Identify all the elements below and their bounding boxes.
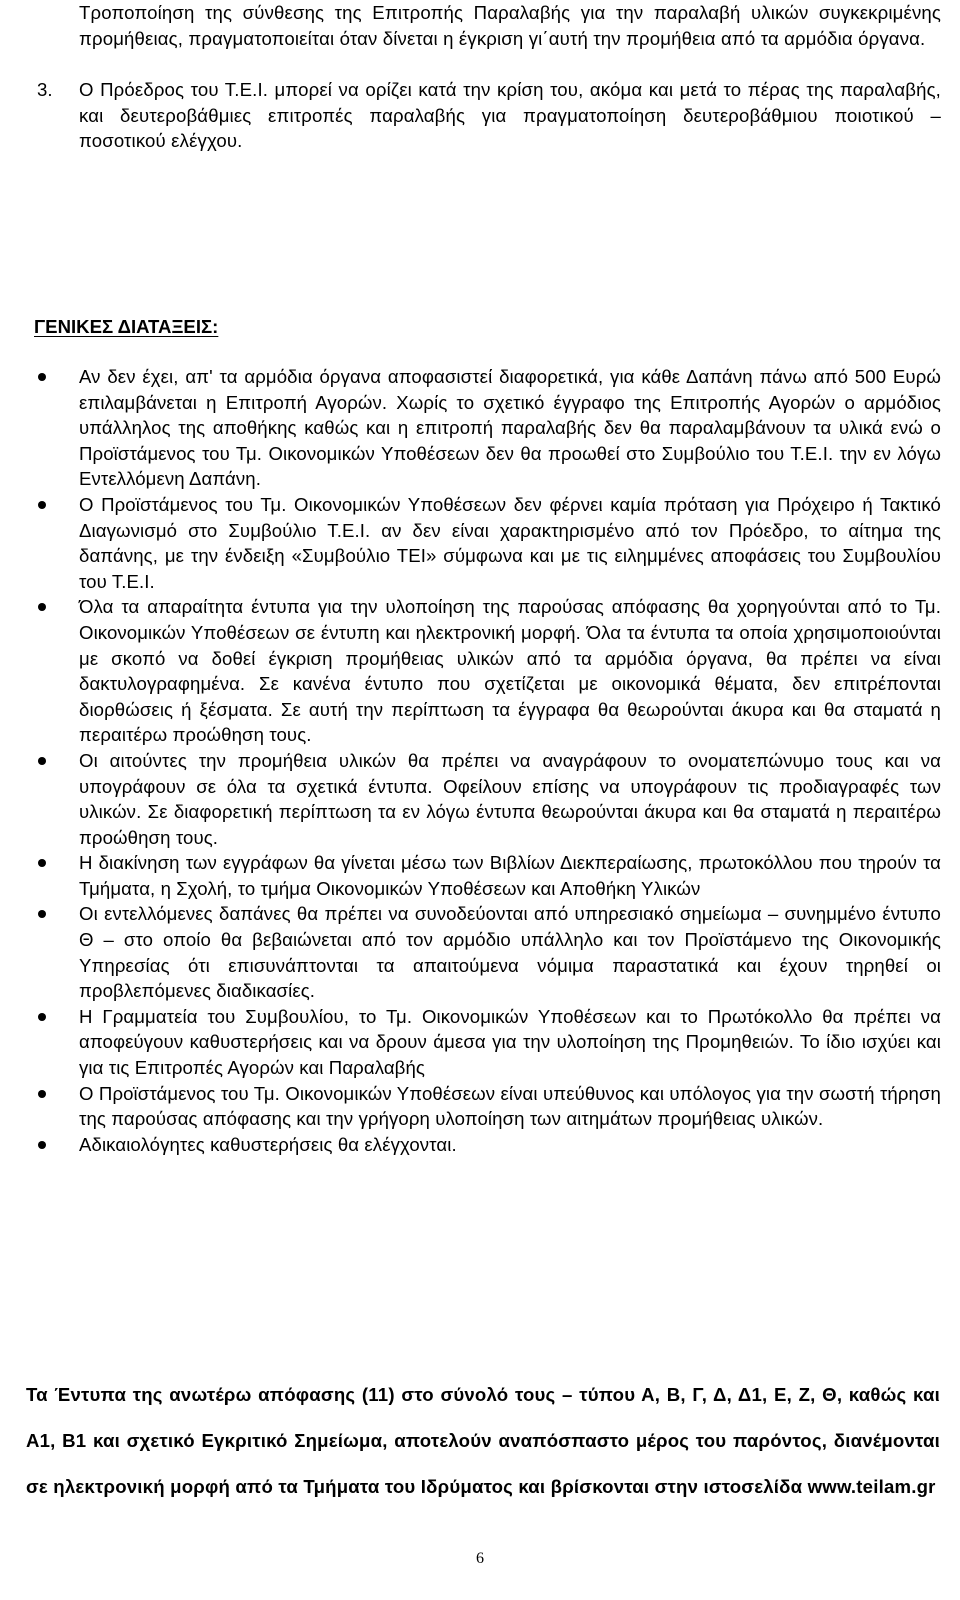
list-item-text: Όλα τα απαραίτητα έντυπα για την υλοποίηση της παρούσας απόφασης θα χορηγούνται από το Τμ. Οικονομικών Υποθέσεων σε έντυπη και ηλεκτρονική μορφή. Όλα τα έντυπα τα οποία χρησιμοποιούνται με σκοπό να δοθεί έγκριση προμήθειας υλικών από τα αρμόδια όργανα, θα πρέπει να είναι δακτυλογραφημένα. Σε κανένα έντυπο που σχετίζεται με οικονομικά θέματα, δεν επιτρέπονται διορθώσεις ή ξέσματα. Σε αυτή την περίπτωση τα έγγραφα θα θεωρούνται άκυρα και θα σταματά η περαιτέρω προώθηση τους. [79,596,941,746]
general-provisions-heading: ΓΕΝΙΚΕΣ ΔΙΑΤΑΞΕΙΣ: [34,316,219,337]
list-item-text: Οι εντελλόμενες δαπάνες θα πρέπει να συνοδεύονται από υπηρεσιακό σημείωμα – συνημμένο έντυπο Θ – στο οποίο θα βεβαιώνεται από τον αρμόδιο υπάλληλο και τον Προϊστάμενο της Οικονομικής Υπηρεσίας ότι επισυνάπτονται τα απαιτούμενα νόμιμα παραστατικά και έχουν τηρηθεί οι προβλεπόμενες διαδικασίες. [79,903,941,1002]
bullet-icon [38,501,46,509]
list-item [0,901,960,1003]
bullet-icon [38,859,46,867]
top-paragraph: Τροποποίηση της σύνθεσης της Επιτροπής Παραλαβής για την παραλαβή υλικών συγκεκριμένης προμήθειας, πραγματοποιείται όταν δίνεται η έγκριση γι΄αυτή την προμήθεια από τα αρμόδια όργανα. [79,2,941,49]
list-item [0,1081,960,1132]
bullet-icon [38,910,46,918]
page-number: 6 [476,1550,484,1567]
bullet-icon [38,1141,46,1149]
bullet-icon [38,1090,46,1098]
list-item-text: Αδικαιολόγητες καθυστερήσεις θα ελέγχονται. [79,1133,457,1155]
list-item [0,364,960,492]
item-number: 3. [37,79,53,100]
item-3-paragraph: Ο Πρόεδρος του Τ.Ε.Ι. μπορεί να ορίζει κατά την κρίση του, ακόμα και μετά το πέρας της παραλαβής, και δευτεροβάθμιες επιτροπές παραλαβής για πραγματοποίηση δευτεροβάθμιου ποιοτικού – ποσοτικού ελέγχου. [79,79,941,152]
list-item-text: Αν δεν έχει, απ' τα αρμόδια όργανα αποφασιστεί διαφορετικά, για κάθε Δαπάνη πάνω από 500 Ευρώ επιλαμβάνεται η Επιτροπή Αγορών. Χωρίς το σχετικό έγγραφο της Επιτροπής Αγορών ο αρμόδιος υπάλληλος της αποθήκης καθώς και η επιτροπή παραλαβής δεν θα παραλαμβάνουν τα υλικά ενώ ο Προϊστάμενος του Τμ. Οικονομικών Υποθέσεων δεν θα προωθεί στο Συμβούλιο του Τ.Ε.Ι. την εν λόγω Εντελλόμενη Δαπάνη. [79,366,941,490]
bullet-icon [38,1013,46,1021]
bullet-icon [38,373,46,381]
bullet-icon [38,757,46,765]
list-item-text: Η διακίνηση των εγγράφων θα γίνεται μέσω των Βιβλίων Διεκπεραίωσης, πρωτοκόλλου που τηρούν τα Τμήματα, η Σχολή, το τμήμα Οικονομικών Υποθέσεων και Αποθήκη Υλικών [79,852,941,899]
list-item [0,492,960,594]
list-item [0,748,960,850]
list-item-text: Ο Προϊστάμενος του Τμ. Οικονομικών Υποθέσεων δεν φέρνει καμία πρόταση για Πρόχειρο ή Τακτικό Διαγωνισμό στο Συμβούλιο Τ.Ε.Ι. αν δεν είναι χαρακτηρισμένο από τον Πρόεδρο, το αίτημα της δαπάνης, με την ένδειξη «Συμβούλιο ΤΕΙ» σύμφωνα και με τις ειλημμένες αποφάσεις του Συμβουλίου του Τ.Ε.Ι. [79,493,941,592]
list-item [0,1004,960,1081]
list-item-text: Οι αιτούντες την προμήθεια υλικών θα πρέπει να αναγράφουν το ονοματεπώνυμο τους και να υπογράφουν σε όλα τα σχετικά έντυπα. Οφείλουν επίσης να υπογράφουν τις προδιαγραφές των υλικών. Σε διαφορετική περίπτωση τα εν λόγω έντυπα θεωρούνται άκυρα και θα σταματά η περαιτέρω προώθηση τους. [79,749,941,848]
bullet-list [0,364,960,1157]
bullet-icon [38,603,46,611]
list-item [0,1132,960,1158]
list-item-text: Η Γραμματεία του Συμβουλίου, το Τμ. Οικονομικών Υποθέσεων και το Πρωτόκολλο θα πρέπει να αποφεύγουν καθυστερήσεις και να δρουν άμεσα για την υλοποίηση της Προμηθειών. Το ίδιο ισχύει και για τις Επιτροπές Αγορών και Παραλαβής [79,1005,941,1079]
list-item [0,850,960,901]
list-item [0,594,960,748]
list-item-text: Ο Προϊστάμενος του Τμ. Οικονομικών Υποθέσεων είναι υπεύθυνος και υπόλογος για την σωστή τήρηση της παρούσας απόφασης και την γρήγορη υλοποίηση των αιτημάτων προμήθειας υλικών. [79,1082,941,1130]
closing-paragraph: Τα Έντυπα της ανωτέρω απόφασης (11) στο σύνολό τους – τύπου Α, Β, Γ, Δ, Δ1, Ε, Ζ, Θ, καθώς και Α1, Β1 και σχετικό Εγκριτικό Σημείωμα, αποτελούν αναπόσπαστο μέρος του παρόντος, διανέμονται σε ηλεκτρονική μορφή από τα Τμήματα του Ιδρύματος και βρίσκονται στην ιστοσελίδα www.teilam.gr [26,1384,940,1497]
